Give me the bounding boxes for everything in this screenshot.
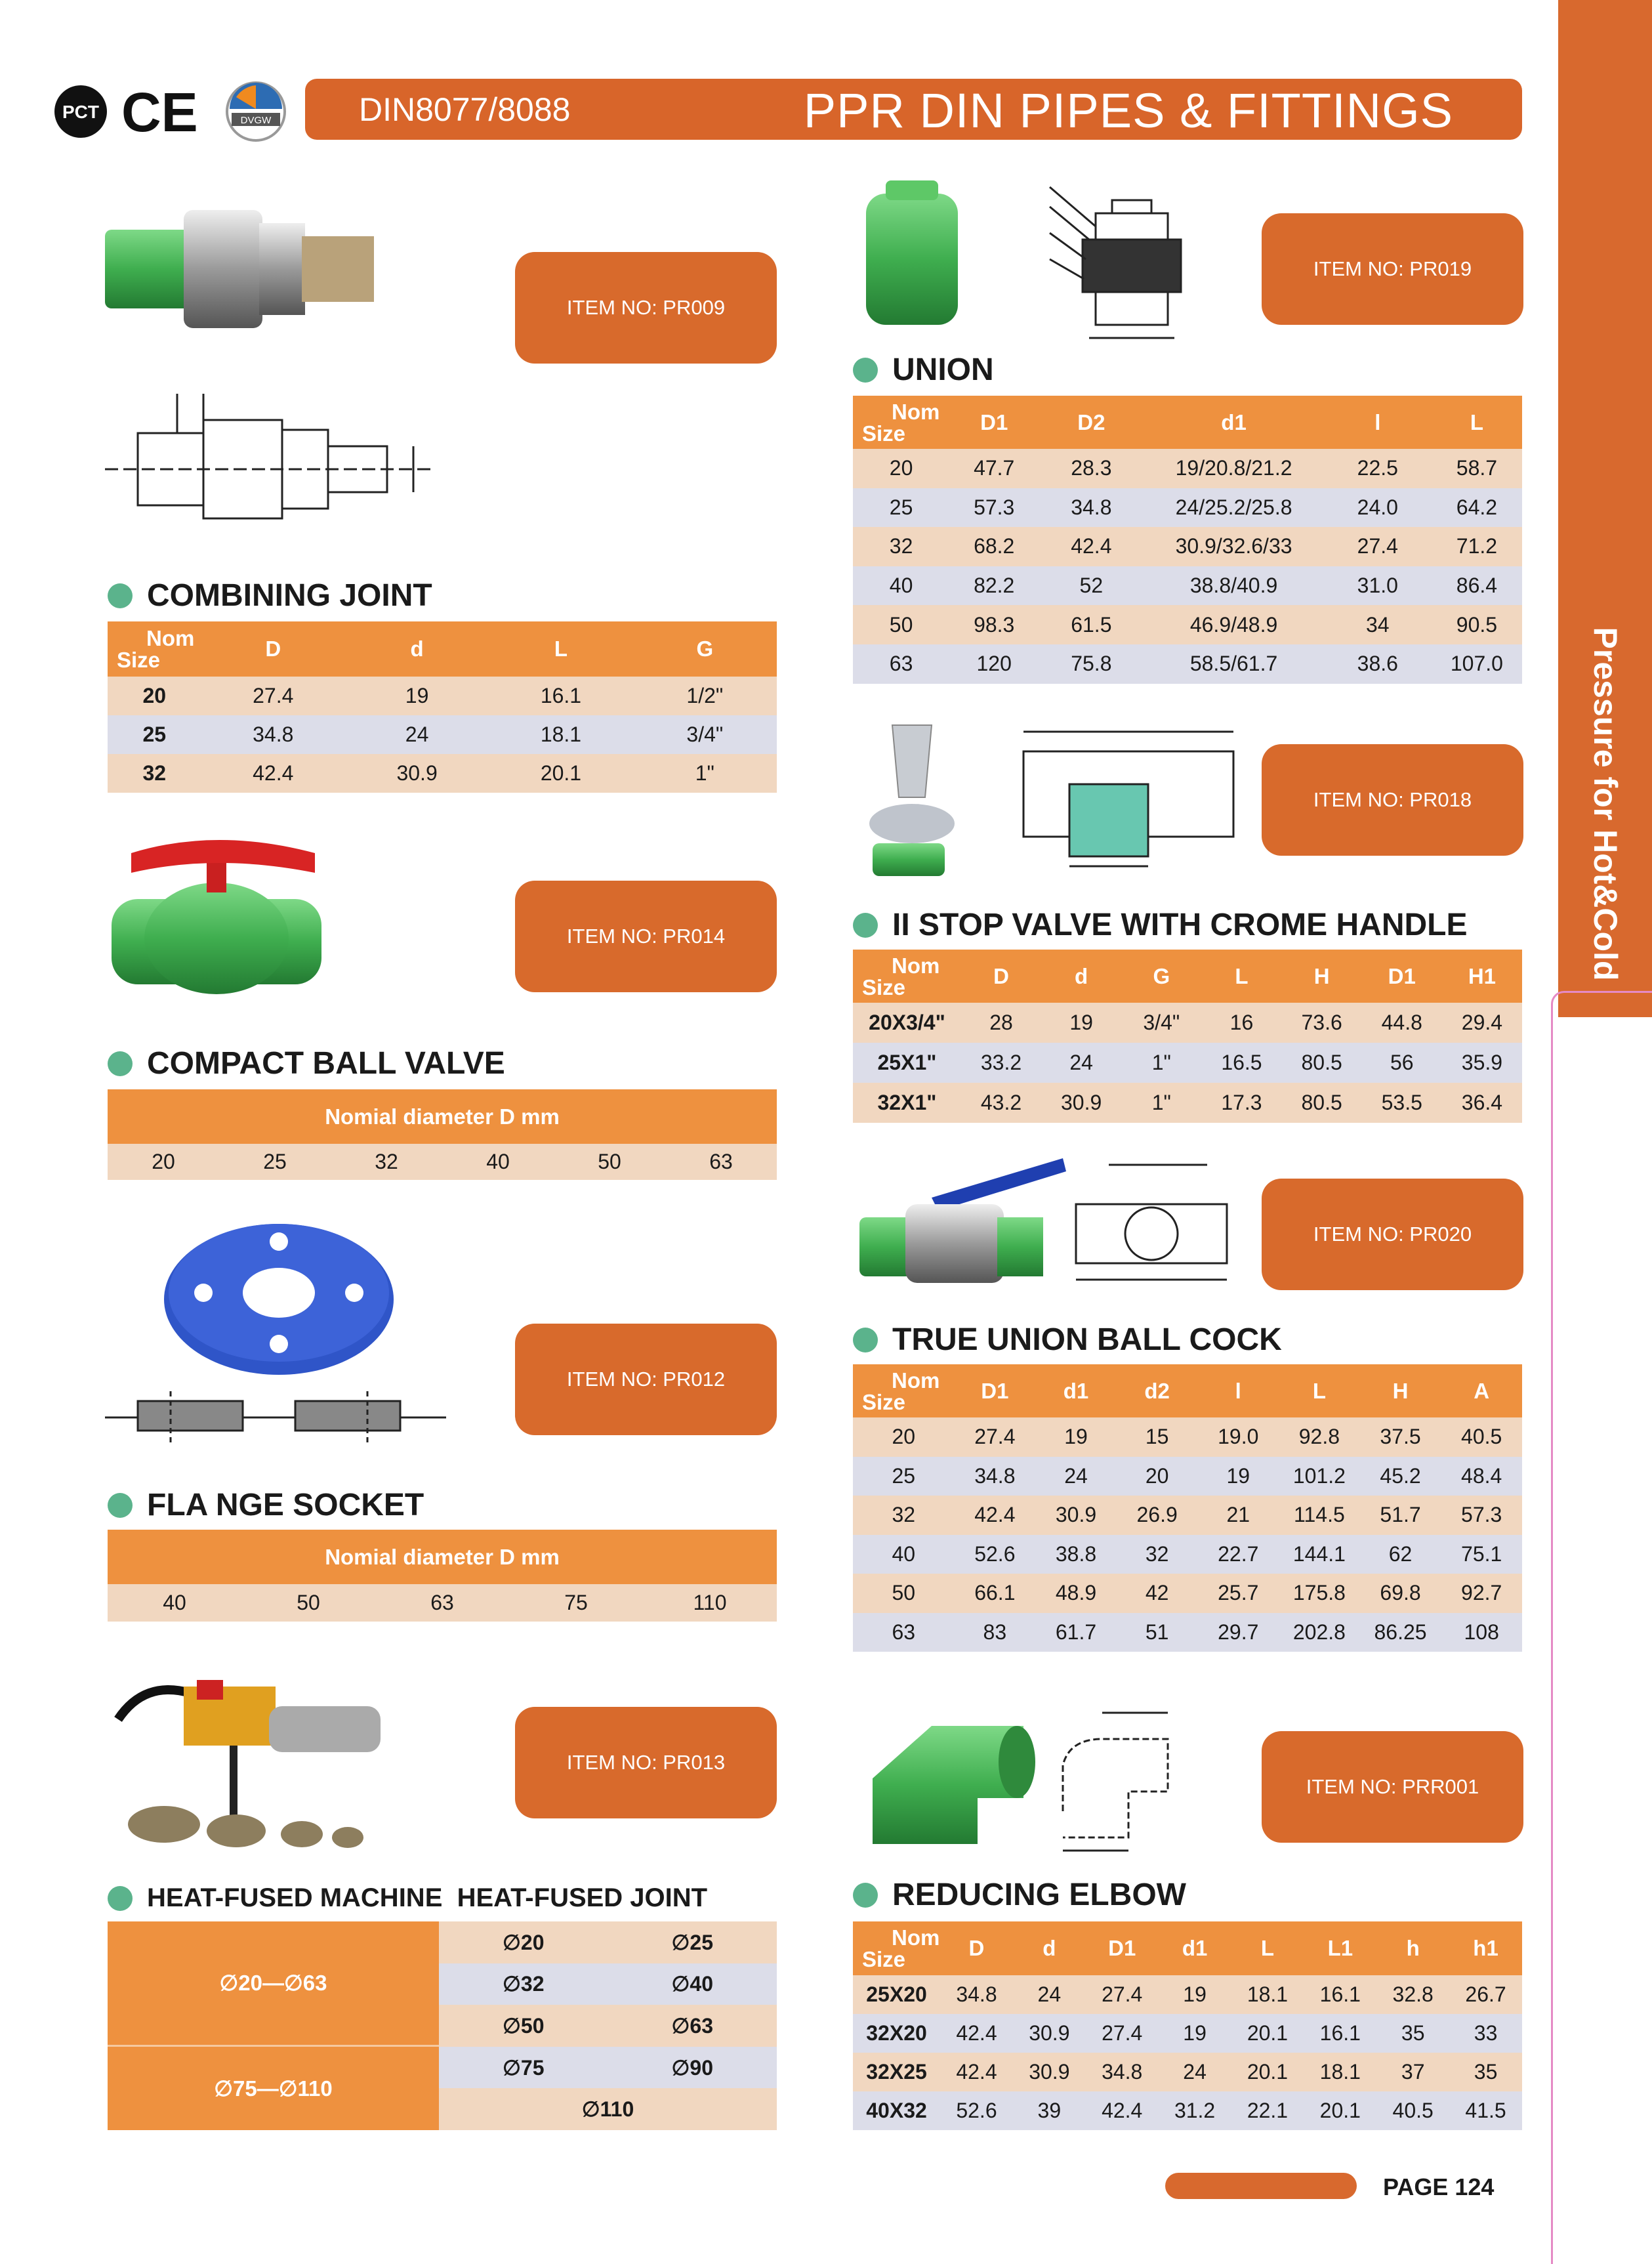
size-label: Size [862,1947,906,1971]
table-cell: 15 [1117,1417,1198,1457]
column-header: L [1231,1921,1304,1975]
page-title: PPR DIN PIPES & FITTINGS [803,83,1453,138]
side-tab [1558,0,1652,1017]
item-no-pr009: ITEM NO: PR009 [515,252,777,364]
header-nom-size [853,1921,940,1975]
heat-fused-machine-photo [105,1667,394,1857]
header-bar [305,79,1522,140]
row-size-cell: 32X25 [853,2053,940,2091]
table-cell: 19 [1041,1003,1121,1043]
row-size-cell: 40 [853,1535,955,1574]
table-cell: 41.5 [1449,2091,1522,2130]
bullet-icon [108,1493,133,1518]
page-pill [1165,2173,1357,2199]
section-title-stop-valve [853,907,1468,943]
table-cell: 114.5 [1279,1496,1360,1535]
joint-size: ∅63 [608,2005,777,2047]
joint-size: ∅20 [439,1921,608,1963]
table-cell: 38.8/40.9 [1144,566,1323,606]
table-cell: 1" [1121,1083,1201,1123]
page-edge-line [1551,991,1652,2264]
table-cell: 34.8 [201,715,345,754]
side-tab-label: Pressure for Hot&Cold [1586,627,1624,981]
table-cell: 30.9 [1035,1496,1117,1535]
joint-size: ∅32 [439,1963,608,2005]
column-header: L [1201,950,1281,1003]
bullet-icon [853,913,878,938]
table-cell: 28.3 [1039,449,1144,488]
table-cell: 27.4 [201,677,345,715]
column-header: L [1432,396,1522,449]
table-cell: 16.1 [1304,1975,1376,2014]
table-cell: 32.8 [1376,1975,1449,2014]
bullet-icon [108,1051,133,1076]
table-cell: 30.9 [1013,2014,1086,2053]
item-no-pr020: ITEM NO: PR020 [1262,1179,1523,1290]
table-cell: 39 [1013,2091,1086,2130]
table-cell: 64.2 [1432,488,1522,528]
table-cell: 27.4 [955,1417,1036,1457]
nom-label: Nom [892,1368,940,1393]
table-cell: 61.7 [1035,1613,1117,1652]
table-cell: 43.2 [961,1083,1041,1123]
table-cell: 44.8 [1362,1003,1442,1043]
table-cell: 20.1 [1231,2014,1304,2053]
table-cell: 1/2" [633,677,777,715]
table-cell: 32 [331,1144,442,1180]
section-title-heat-fused [108,1883,707,1913]
table-cell: 42.4 [940,2014,1013,2053]
section-title-text: HEAT-FUSED MACHINE HEAT-FUSED JOINT [147,1883,708,1912]
union-table [853,396,1522,684]
table-cell: 3/4" [1121,1003,1201,1043]
row-size-cell: 40X32 [853,2091,940,2130]
item-no-pr014: ITEM NO: PR014 [515,881,777,992]
table-cell: 18.1 [1304,2053,1376,2091]
row-size-cell: 32 [853,527,949,566]
table-cell: 37 [1376,2053,1449,2091]
table-cell: 120 [949,644,1039,684]
header-nom-size [853,396,949,449]
row-size-cell: 20 [108,677,201,715]
size-label: Size [862,975,906,999]
table-cell: 63 [665,1144,777,1180]
table-cell: 52.6 [940,2091,1013,2130]
table-cell: 52.6 [955,1535,1036,1574]
bullet-icon [853,1328,878,1352]
row-size-cell: 25 [853,1457,955,1496]
column-header: H1 [1442,950,1522,1003]
table-cell: 20 [1117,1457,1198,1496]
row-size-cell: 63 [853,1613,955,1652]
compact-ball-valve-table [108,1089,777,1180]
row-size-cell: 25 [108,715,201,754]
section-title-reducing-elbow [853,1877,1186,1913]
table-cell: 73.6 [1282,1003,1362,1043]
table-cell: 24 [1013,1975,1086,2014]
column-header: d1 [1144,396,1323,449]
column-header: D [940,1921,1013,1975]
ce-logo [121,81,198,143]
table-cell: 68.2 [949,527,1039,566]
table-cell: 40.5 [1376,2091,1449,2130]
table-cell: 16.1 [489,677,632,715]
joint-size: ∅110 [439,2088,777,2130]
bullet-icon [853,358,878,383]
table-cell: 98.3 [949,605,1039,644]
table-cell: 20.1 [1231,2053,1304,2091]
table-cell: 19.0 [1197,1417,1279,1457]
table-cell: 26.7 [1449,1975,1522,2014]
row-size-cell: 20X3/4" [853,1003,961,1043]
table-cell: 17.3 [1201,1083,1281,1123]
table-cell: 32 [1117,1535,1198,1574]
table-cell: 20 [108,1144,219,1180]
row-size-cell: 32 [108,754,201,793]
table-cell: 86.4 [1432,566,1522,606]
reducing-elbow-diagram [1063,1713,1168,1851]
table-cell: 34 [1324,605,1432,644]
table-cell: 51.7 [1360,1496,1441,1535]
table-cell: 24 [1159,2053,1231,2091]
table-cell: 25 [219,1144,331,1180]
table-cell: 45.2 [1360,1457,1441,1496]
dvgw-logo-text: DVGW [240,115,272,126]
true-union-diagram [1076,1165,1227,1280]
nom-label: Nom [892,953,940,978]
table-cell: 92.7 [1441,1574,1522,1613]
table-cell: 101.2 [1279,1457,1360,1496]
column-header: d1 [1159,1921,1231,1975]
table-cell: 75.8 [1039,644,1144,684]
column-header: H [1282,950,1362,1003]
table-cell: 24.0 [1324,488,1432,528]
table-cell: 19 [1035,1417,1117,1457]
table-cell: 30.9 [345,754,489,793]
combining-joint-diagram [105,381,446,555]
pct-logo [54,85,107,138]
table-cell: 47.7 [949,449,1039,488]
column-header: L1 [1304,1921,1376,1975]
table-cell: 34.8 [955,1457,1036,1496]
joint-size: ∅50 [439,2005,608,2047]
table-cell: 16 [1201,1003,1281,1043]
table-cell: 75 [509,1584,643,1622]
column-header: d [1041,950,1121,1003]
column-header: D1 [949,396,1039,449]
table-cell: 42.4 [1086,2091,1159,2130]
section-title-text: FLA NGE SOCKET [147,1488,424,1522]
union-photo [853,174,1233,348]
table-cell: 53.5 [1362,1083,1442,1123]
table-cell: 1" [1121,1043,1201,1083]
row-size-cell: 25 [853,488,949,528]
table-cell: 107.0 [1432,644,1522,684]
header-nom-size [853,1364,955,1417]
column-header: l [1324,396,1432,449]
table-cell: 52 [1039,566,1144,606]
row-size-cell: 32X20 [853,2014,940,2053]
machine-range: ∅20—∅63 [108,1921,439,2047]
row-size-cell: 63 [853,644,949,684]
table-cell: 33.2 [961,1043,1041,1083]
table-cell: 36.4 [1442,1083,1522,1123]
table-cell: 16.1 [1304,2014,1376,2053]
table-cell: 27.4 [1086,1975,1159,2014]
nom-label: Nom [892,399,940,424]
table-cell: 42.4 [940,2053,1013,2091]
section-title-text: COMBINING JOINT [147,578,432,613]
table-cell: 19 [1159,1975,1231,2014]
joint-size: ∅75 [439,2047,608,2089]
table-cell: 31.2 [1159,2091,1231,2130]
table-cell: 202.8 [1279,1613,1360,1652]
joint-size: ∅25 [608,1921,777,1963]
table-cell: 29.7 [1197,1613,1279,1652]
section-title-union [853,352,994,388]
true-union-table [853,1364,1522,1652]
table-cell: 90.5 [1432,605,1522,644]
table-cell: 19 [1197,1457,1279,1496]
flange-socket-photo [105,1201,446,1450]
column-header: d2 [1117,1364,1198,1417]
column-header: d1 [1035,1364,1117,1417]
table-cell: 34.8 [1039,488,1144,528]
size-label: Size [862,421,906,446]
table-cell: 22.7 [1197,1535,1279,1574]
nom-label: Nom [146,626,195,650]
section-title-text: COMPACT BALL VALVE [147,1046,505,1081]
table-cell: 18.1 [489,715,632,754]
table-cell: 24/25.2/25.8 [1144,488,1323,528]
bullet-icon [108,583,133,608]
table-cell: 71.2 [1432,527,1522,566]
table-cell: 83 [955,1613,1036,1652]
column-header: D [201,621,345,677]
table-header: Nomial diameter D mm [108,1089,777,1144]
column-header: D [961,950,1041,1003]
table-cell: 30.9/32.6/33 [1144,527,1323,566]
item-no-pr018: ITEM NO: PR018 [1262,744,1523,856]
column-header: l [1197,1364,1279,1417]
table-cell: 1" [633,754,777,793]
column-header: L [1279,1364,1360,1417]
table-cell: 58.5/61.7 [1144,644,1323,684]
table-header: Nomial diameter D mm [108,1530,777,1584]
nom-label: Nom [892,1925,940,1950]
table-cell: 38.8 [1035,1535,1117,1574]
column-header: D1 [955,1364,1036,1417]
joint-size: ∅40 [608,1963,777,2005]
table-cell: 24 [1035,1457,1117,1496]
table-cell: 27.4 [1086,2014,1159,2053]
item-no-pr012: ITEM NO: PR012 [515,1324,777,1435]
combining-joint-photo [105,184,381,341]
section-title-text: REDUCING ELBOW [892,1877,1186,1912]
table-cell: 82.2 [949,566,1039,606]
column-header: L [489,621,632,677]
size-label: Size [117,648,161,672]
table-cell: 30.9 [1041,1083,1121,1123]
table-cell: 27.4 [1324,527,1432,566]
column-header: H [1360,1364,1441,1417]
row-size-cell: 25X20 [853,1975,940,2014]
column-header: D2 [1039,396,1144,449]
table-cell: 42.4 [1039,527,1144,566]
row-size-cell: 20 [853,1417,955,1457]
table-cell: 19 [1159,2014,1231,2053]
compact-ball-valve-photo [105,827,328,994]
table-cell: 38.6 [1324,644,1432,684]
table-cell: 28 [961,1003,1041,1043]
dvgw-logo [227,83,285,140]
table-cell: 40.5 [1441,1417,1522,1457]
table-cell: 18.1 [1231,1975,1304,2014]
table-cell: 48.9 [1035,1574,1117,1613]
table-cell: 34.8 [1086,2053,1159,2091]
table-cell: 40 [442,1144,554,1180]
section-title-text: TRUE UNION BALL COCK [892,1322,1282,1357]
table-cell: 30.9 [1013,2053,1086,2091]
table-cell: 3/4" [633,715,777,754]
flange-section-diagram [105,1391,446,1444]
stop-valve-photo [853,712,1247,883]
bullet-icon [853,1883,878,1908]
table-cell: 108 [1441,1613,1522,1652]
item-no-pr019: ITEM NO: PR019 [1262,213,1523,325]
reducing-elbow-photo [853,1700,1247,1857]
column-header: d [345,621,489,677]
table-cell: 66.1 [955,1574,1036,1613]
column-header: G [633,621,777,677]
page-number: PAGE 124 [1383,2173,1495,2200]
ce-logo-text: CE [121,81,198,143]
table-cell: 62 [1360,1535,1441,1574]
item-no-pr013: ITEM NO: PR013 [515,1707,777,1818]
table-cell: 34.8 [940,1975,1013,2014]
table-cell: 57.3 [949,488,1039,528]
section-title-text: UNION [892,352,994,387]
table-cell: 48.4 [1441,1457,1522,1496]
table-cell: 19/20.8/21.2 [1144,449,1323,488]
table-cell: 24 [345,715,489,754]
header-nom-size [853,950,961,1003]
table-cell: 31.0 [1324,566,1432,606]
table-cell: 35.9 [1442,1043,1522,1083]
section-title-compact-ball-valve [108,1045,505,1081]
row-size-cell: 32X1" [853,1083,961,1123]
row-size-cell: 40 [853,566,949,606]
table-cell: 92.8 [1279,1417,1360,1457]
section-title-true-union [853,1322,1282,1358]
table-cell: 42.4 [955,1496,1036,1535]
table-cell: 110 [643,1584,777,1622]
table-cell: 35 [1376,2014,1449,2053]
table-cell: 21 [1197,1496,1279,1535]
section-title-combining-joint [108,577,432,614]
section-title-text: II STOP VALVE WITH CROME HANDLE [892,908,1468,942]
table-cell: 29.4 [1442,1003,1522,1043]
section-title-flange-socket [108,1487,424,1523]
size-label: Size [862,1389,906,1414]
table-cell: 175.8 [1279,1574,1360,1613]
table-cell: 20.1 [1304,2091,1376,2130]
standard-label: DIN8077/8088 [359,91,571,128]
table-cell: 19 [345,677,489,715]
machine-range: ∅75—∅110 [108,2047,439,2130]
table-cell: 24 [1041,1043,1121,1083]
table-cell: 42.4 [201,754,345,793]
table-cell: 26.9 [1117,1496,1198,1535]
item-no-prr001: ITEM NO: PRR001 [1262,1731,1523,1843]
column-header: D1 [1362,950,1442,1003]
table-cell: 25.7 [1197,1574,1279,1613]
table-cell: 40 [108,1584,241,1622]
table-cell: 57.3 [1441,1496,1522,1535]
column-header: h1 [1449,1921,1522,1975]
table-cell: 61.5 [1039,605,1144,644]
column-header: G [1121,950,1201,1003]
union-diagram [1050,187,1181,338]
heat-fused-table [108,1921,777,2130]
stop-valve-table [853,950,1522,1123]
table-cell: 51 [1117,1613,1198,1652]
table-cell: 35 [1449,2053,1522,2091]
row-size-cell: 32 [853,1496,955,1535]
table-cell: 22.5 [1324,449,1432,488]
row-size-cell: 50 [853,1574,955,1613]
table-cell: 75.1 [1441,1535,1522,1574]
table-cell: 80.5 [1282,1083,1362,1123]
certification-logos [49,77,292,146]
table-cell: 58.7 [1432,449,1522,488]
row-size-cell: 20 [853,449,949,488]
table-cell: 46.9/48.9 [1144,605,1323,644]
table-cell: 50 [241,1584,375,1622]
table-cell: 20.1 [489,754,632,793]
table-cell: 50 [554,1144,665,1180]
table-cell: 37.5 [1360,1417,1441,1457]
flange-socket-table [108,1530,777,1622]
column-header: A [1441,1364,1522,1417]
table-cell: 86.25 [1360,1613,1441,1652]
table-cell: 42 [1117,1574,1198,1613]
table-cell: 69.8 [1360,1574,1441,1613]
table-cell: 16.5 [1201,1043,1281,1083]
true-union-ball-cock-photo [853,1145,1233,1296]
table-cell: 33 [1449,2014,1522,2053]
table-cell: 144.1 [1279,1535,1360,1574]
column-header: D1 [1086,1921,1159,1975]
table-cell: 80.5 [1282,1043,1362,1083]
row-size-cell: 25X1" [853,1043,961,1083]
column-header: h [1376,1921,1449,1975]
pct-logo-text: PCT [62,102,99,122]
header-nom-size [108,621,201,677]
table-cell: 22.1 [1231,2091,1304,2130]
combining-joint-table [108,621,777,793]
stop-valve-diagram [1023,732,1233,866]
table-cell: 63 [375,1584,509,1622]
bullet-icon [108,1886,133,1911]
column-header: d [1013,1921,1086,1975]
joint-size: ∅90 [608,2047,777,2089]
row-size-cell: 50 [853,605,949,644]
reducing-elbow-table [853,1921,1522,2130]
table-cell: 56 [1362,1043,1442,1083]
